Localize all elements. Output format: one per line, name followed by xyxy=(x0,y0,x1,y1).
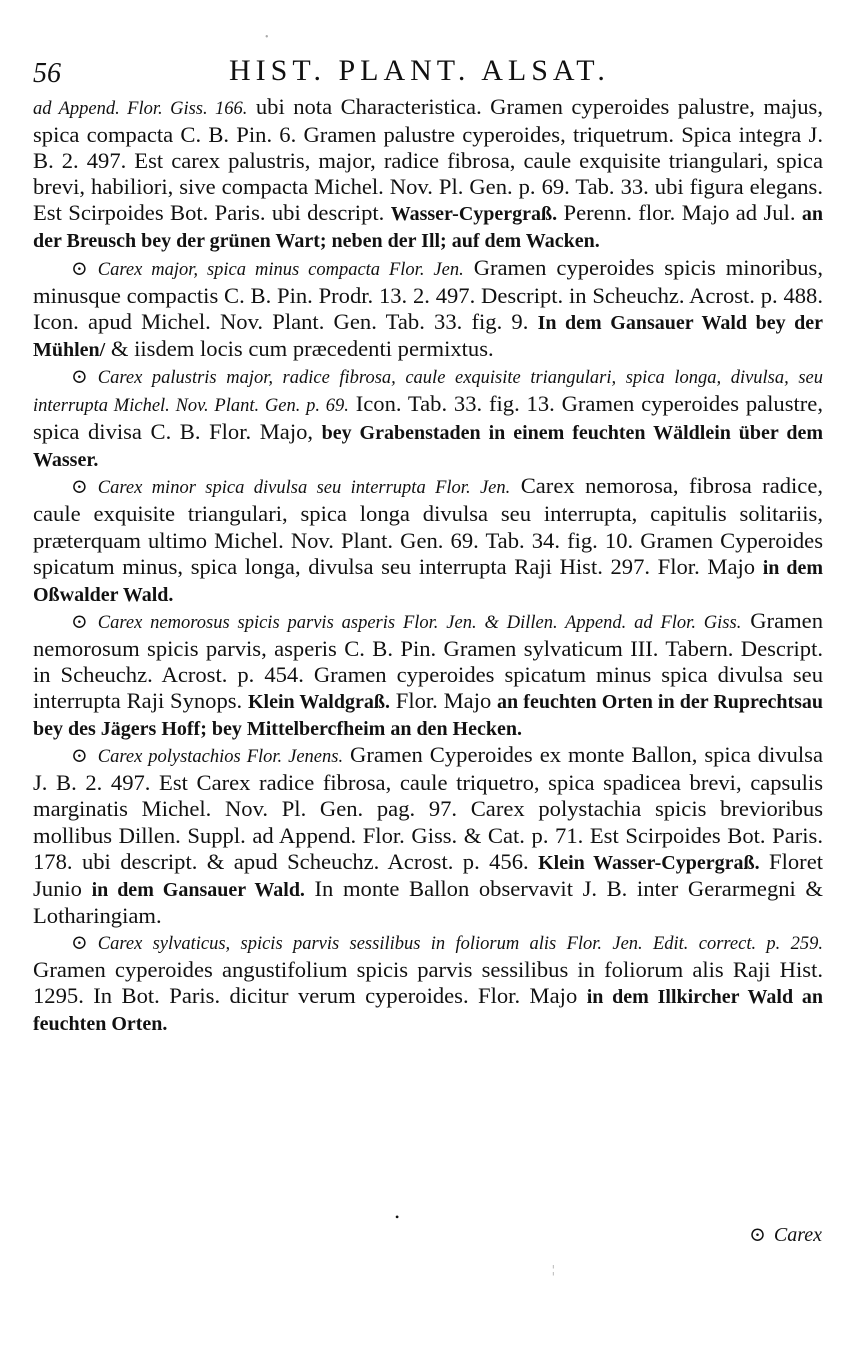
italic-citation: Carex major, spica minus compacta Flor. Jen. xyxy=(97,259,464,280)
text-run: Icon. Tab. 33. fig. 13. Gramen cyperoides palustre, spica divisa C. B. Flor. Majo, xyxy=(33,391,823,445)
entry-paragraph xyxy=(33,929,823,1037)
text-run: Flor. Majo xyxy=(389,688,498,714)
stray-mark-top: • xyxy=(265,32,269,43)
italic-citation: Carex nemorosus spicis parvis asperis Flor. Jen. & Dillen. Append. ad Flor. Giss. xyxy=(97,612,742,633)
german-locality: In dem Gansauer Wald bey der Mühlen/ xyxy=(33,311,824,361)
entry-paragraph xyxy=(33,608,823,742)
italic-citation: ad Append. Flor. Giss. 166. xyxy=(33,99,248,119)
text-run: ubi nota Characteristica. Gramen cyperoides palustre, majus, spica compacta C. B. Pin. 6. Gramen palustre cyperoides, triquetrum. Spica integra J. B. 2. 497. Est carex palustris, major, radice fibrosa, caule exquisite triangulari, spica brevi, habiliori, sive compacta Michel. Nov. Pl. Gen. p. 69. Tab. 33. ubi figura elegans. Est Scirpoides Bot. Paris. ubi descript. xyxy=(33,94,823,226)
running-head: HIST. PLANT. ALSAT. xyxy=(229,54,610,87)
text-run: Gramen Cyperoides ex monte Ballon, spica divulsa J. B. 2. 497. Est Carex radice fibrosa, caule triquetro, spica spadicea brevi, capsulis marginatis Michel. Nov. Pl. Gen. pag. 97. Carex polystachia spicis brevioribus mollibus Dillen. Suppl. ad Append. Flor. Giss. & Cat. p. 71. Est Scirpoides Bot. Paris. 178. ubi descript. & apud Scheuchz. Acrost. p. 456. xyxy=(33,742,823,874)
entry-marker-icon: ⊙ xyxy=(71,365,88,388)
entry-marker-icon: ⊙ xyxy=(749,1224,766,1246)
entry-paragraph xyxy=(33,742,823,929)
german-locality: in dem Oßwalder Wald. xyxy=(33,556,824,606)
italic-citation: Carex minor spica divulsa seu interrupta Flor. Jen. xyxy=(97,478,511,499)
entry-paragraph xyxy=(33,255,823,363)
text-run: Gramen nemorosum spicis parvis, asperis C. B. Pin. Gramen sylvaticum III. Tabern. Descript. in Scheuchz. Acrost. p. 454. Gramen cyperoides spicatum minus spica divulsa seu interrupta Raji Synops. xyxy=(33,607,824,714)
text-run: Floret Junio xyxy=(33,848,824,901)
text-run: Gramen cyperoides spicis minoribus, minusque compactis C. B. Pin. Prodr. 13. 2. 497. Descript. in Scheuchz. Acrost. p. 488. Icon. apud Michel. Nov. Plant. Gen. Tab. 33. fig. 9. xyxy=(33,254,823,334)
stray-mark-dot: • xyxy=(395,1210,400,1224)
entry-paragraph xyxy=(33,363,823,473)
italic-citation: Carex sylvaticus, spicis parvis sessilibus in foliorum alis Flor. Jen. Edit. correct. p. 259. xyxy=(97,933,823,954)
text-run: Perenn. flor. Majo ad Jul. xyxy=(557,200,802,226)
entry-marker-icon: ⊙ xyxy=(71,610,88,633)
book-page xyxy=(33,38,824,1036)
catchword-text: Carex xyxy=(773,1224,822,1246)
page-number: 56 xyxy=(33,58,61,89)
german-locality: in dem Gansauer Wald. xyxy=(91,878,305,901)
entry-marker-icon: ⊙ xyxy=(71,476,88,499)
german-locality: in dem Illkircher Wald an feuchten Orten. xyxy=(33,986,823,1036)
text-run: Gramen cyperoides angustifolium spicis parvis sessilibus in foliorum alis Raji Hist. 1295. In Bot. Paris. dicitur verum cyperoides. Flor. Majo xyxy=(33,957,823,1009)
entry-paragraph xyxy=(33,94,823,255)
italic-citation: Carex palustris major, radice fibrosa, caule exquisite triangulari, spica longa, divulsa, seu interrupta Michel. Nov. Plant. Gen. p. 69. xyxy=(33,367,823,417)
german-locality: Wasser-Cypergraß. xyxy=(390,203,558,226)
entry-paragraph xyxy=(33,473,823,607)
german-locality: bey Grabenstaden in einem feuchten Wäldlein über dem Wasser. xyxy=(33,422,824,472)
german-locality: an feuchten Orten in der Ruprechtsau bey des Jägers Hoff; bey Mittelbercfheim an den Hecken. xyxy=(33,691,824,741)
page-body xyxy=(33,94,823,1037)
text-run: In monte Ballon observavit J. B. inter Gerarmegni & Lotharingiam. xyxy=(33,875,823,928)
stray-mark-tick: ¦ xyxy=(552,1262,555,1276)
text-run: Carex nemorosa, fibrosa radice, caule exquisite triangulari, spica longa divulsa seu interrupta, capitulis solitariis, præterquam ultimo Michel. Nov. Plant. Gen. 69. Tab. 34. fig. 10. Gramen Cyperoides spicatum minus, spica longa, divulsa seu interrupta Raji Hist. 297. Flor. Majo xyxy=(33,473,823,579)
german-locality: Klein Waldgraß. xyxy=(247,691,390,714)
german-locality: Klein Wasser-Cypergraß. xyxy=(538,851,760,874)
text-run: & iisdem locis cum præcedenti permixtus. xyxy=(105,335,494,361)
italic-citation: Carex polystachios Flor. Jenens. xyxy=(97,747,344,768)
page-header xyxy=(33,38,823,88)
german-locality: an der Breusch bey der grünen Wart; neben der Ill; auf dem Wacken. xyxy=(33,203,823,253)
entry-marker-icon: ⊙ xyxy=(71,931,88,954)
entry-marker-icon: ⊙ xyxy=(71,745,88,768)
catchword xyxy=(749,1222,822,1247)
entry-marker-icon: ⊙ xyxy=(71,257,88,280)
